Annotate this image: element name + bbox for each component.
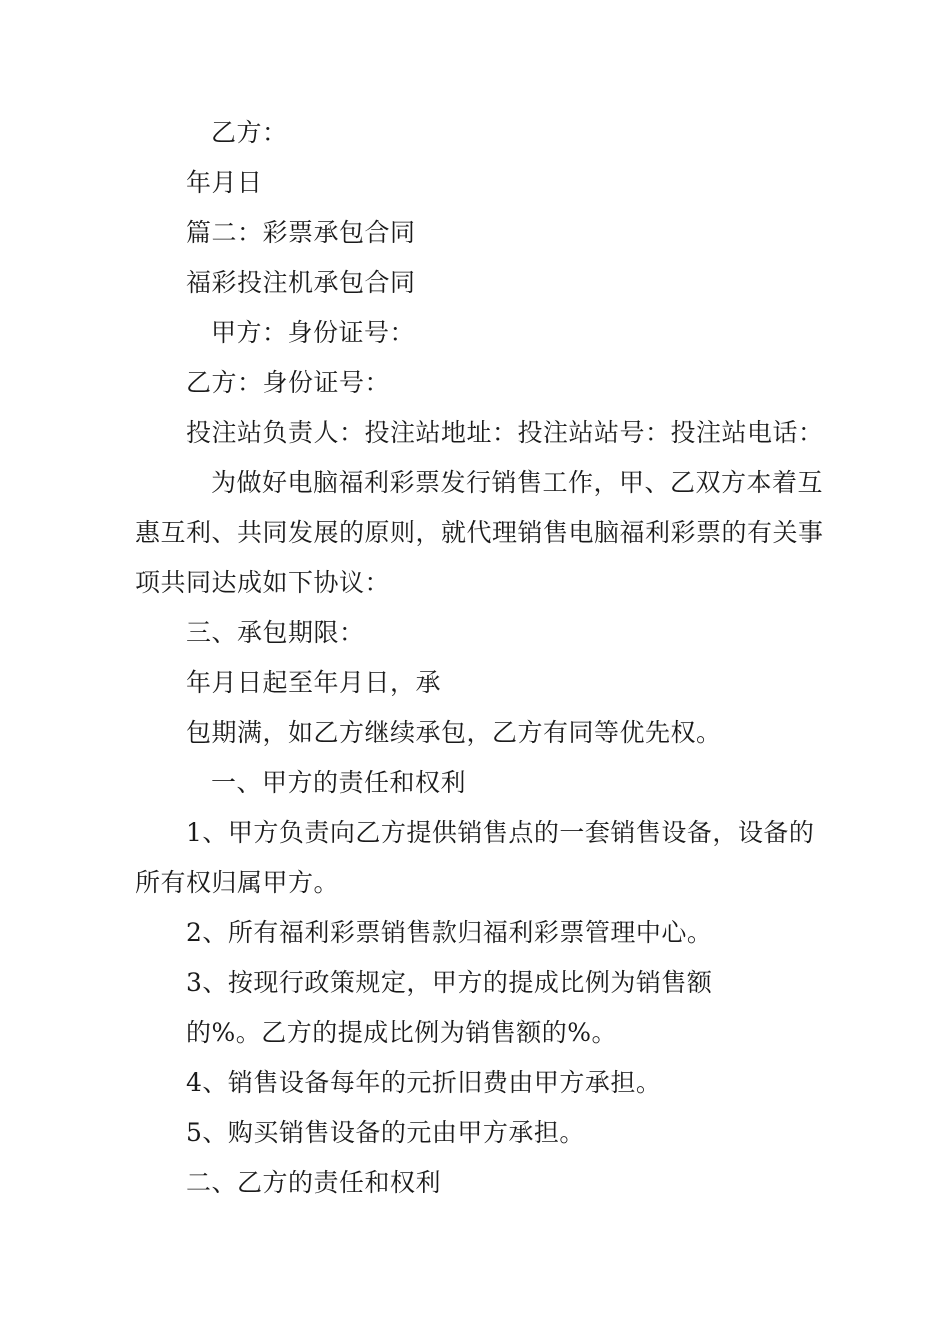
text-line: 年月日 xyxy=(186,168,263,197)
paragraph-line: 项共同达成如下协议： xyxy=(135,568,391,597)
list-item: 所有权归属甲方。 xyxy=(135,868,340,897)
section-heading: 一、甲方的责任和权利 xyxy=(211,768,467,797)
text-line: 甲方：身份证号： xyxy=(211,318,416,347)
text-line: 投注站负责人：投注站地址：投注站站号：投注站电话： xyxy=(186,418,824,447)
section-heading: 三、承包期限： xyxy=(186,618,365,647)
section-heading: 二、乙方的责任和权利 xyxy=(186,1168,442,1197)
paragraph-line: 为做好电脑福利彩票发行销售工作，甲、乙双方本着互 xyxy=(211,468,824,497)
paragraph-line: 年月日起至年月日，承 xyxy=(186,668,442,697)
section-heading: 篇二：彩票承包合同 xyxy=(186,218,416,247)
paragraph-line: 包期满，如乙方继续承包，乙方有同等优先权。 xyxy=(186,718,722,747)
list-item: 1、甲方负责向乙方提供销售点的一套销售设备，设备的 xyxy=(186,818,815,847)
text-line: 乙方：身份证号： xyxy=(186,368,391,397)
list-item: 2、所有福利彩票销售款归福利彩票管理中心。 xyxy=(186,918,713,947)
list-item: 5、购买销售设备的元由甲方承担。 xyxy=(186,1118,585,1147)
text-line: 乙方： xyxy=(211,118,288,147)
paragraph-line: 惠互利、共同发展的原则，就代理销售电脑福利彩票的有关事 xyxy=(135,518,824,547)
document-title: 福彩投注机承包合同 xyxy=(186,268,416,297)
list-item: 3、按现行政策规定，甲方的提成比例为销售额 xyxy=(186,968,713,997)
list-item: 的%。乙方的提成比例为销售额的%。 xyxy=(186,1018,618,1047)
list-item: 4、销售设备每年的元折旧费由甲方承担。 xyxy=(186,1068,662,1097)
